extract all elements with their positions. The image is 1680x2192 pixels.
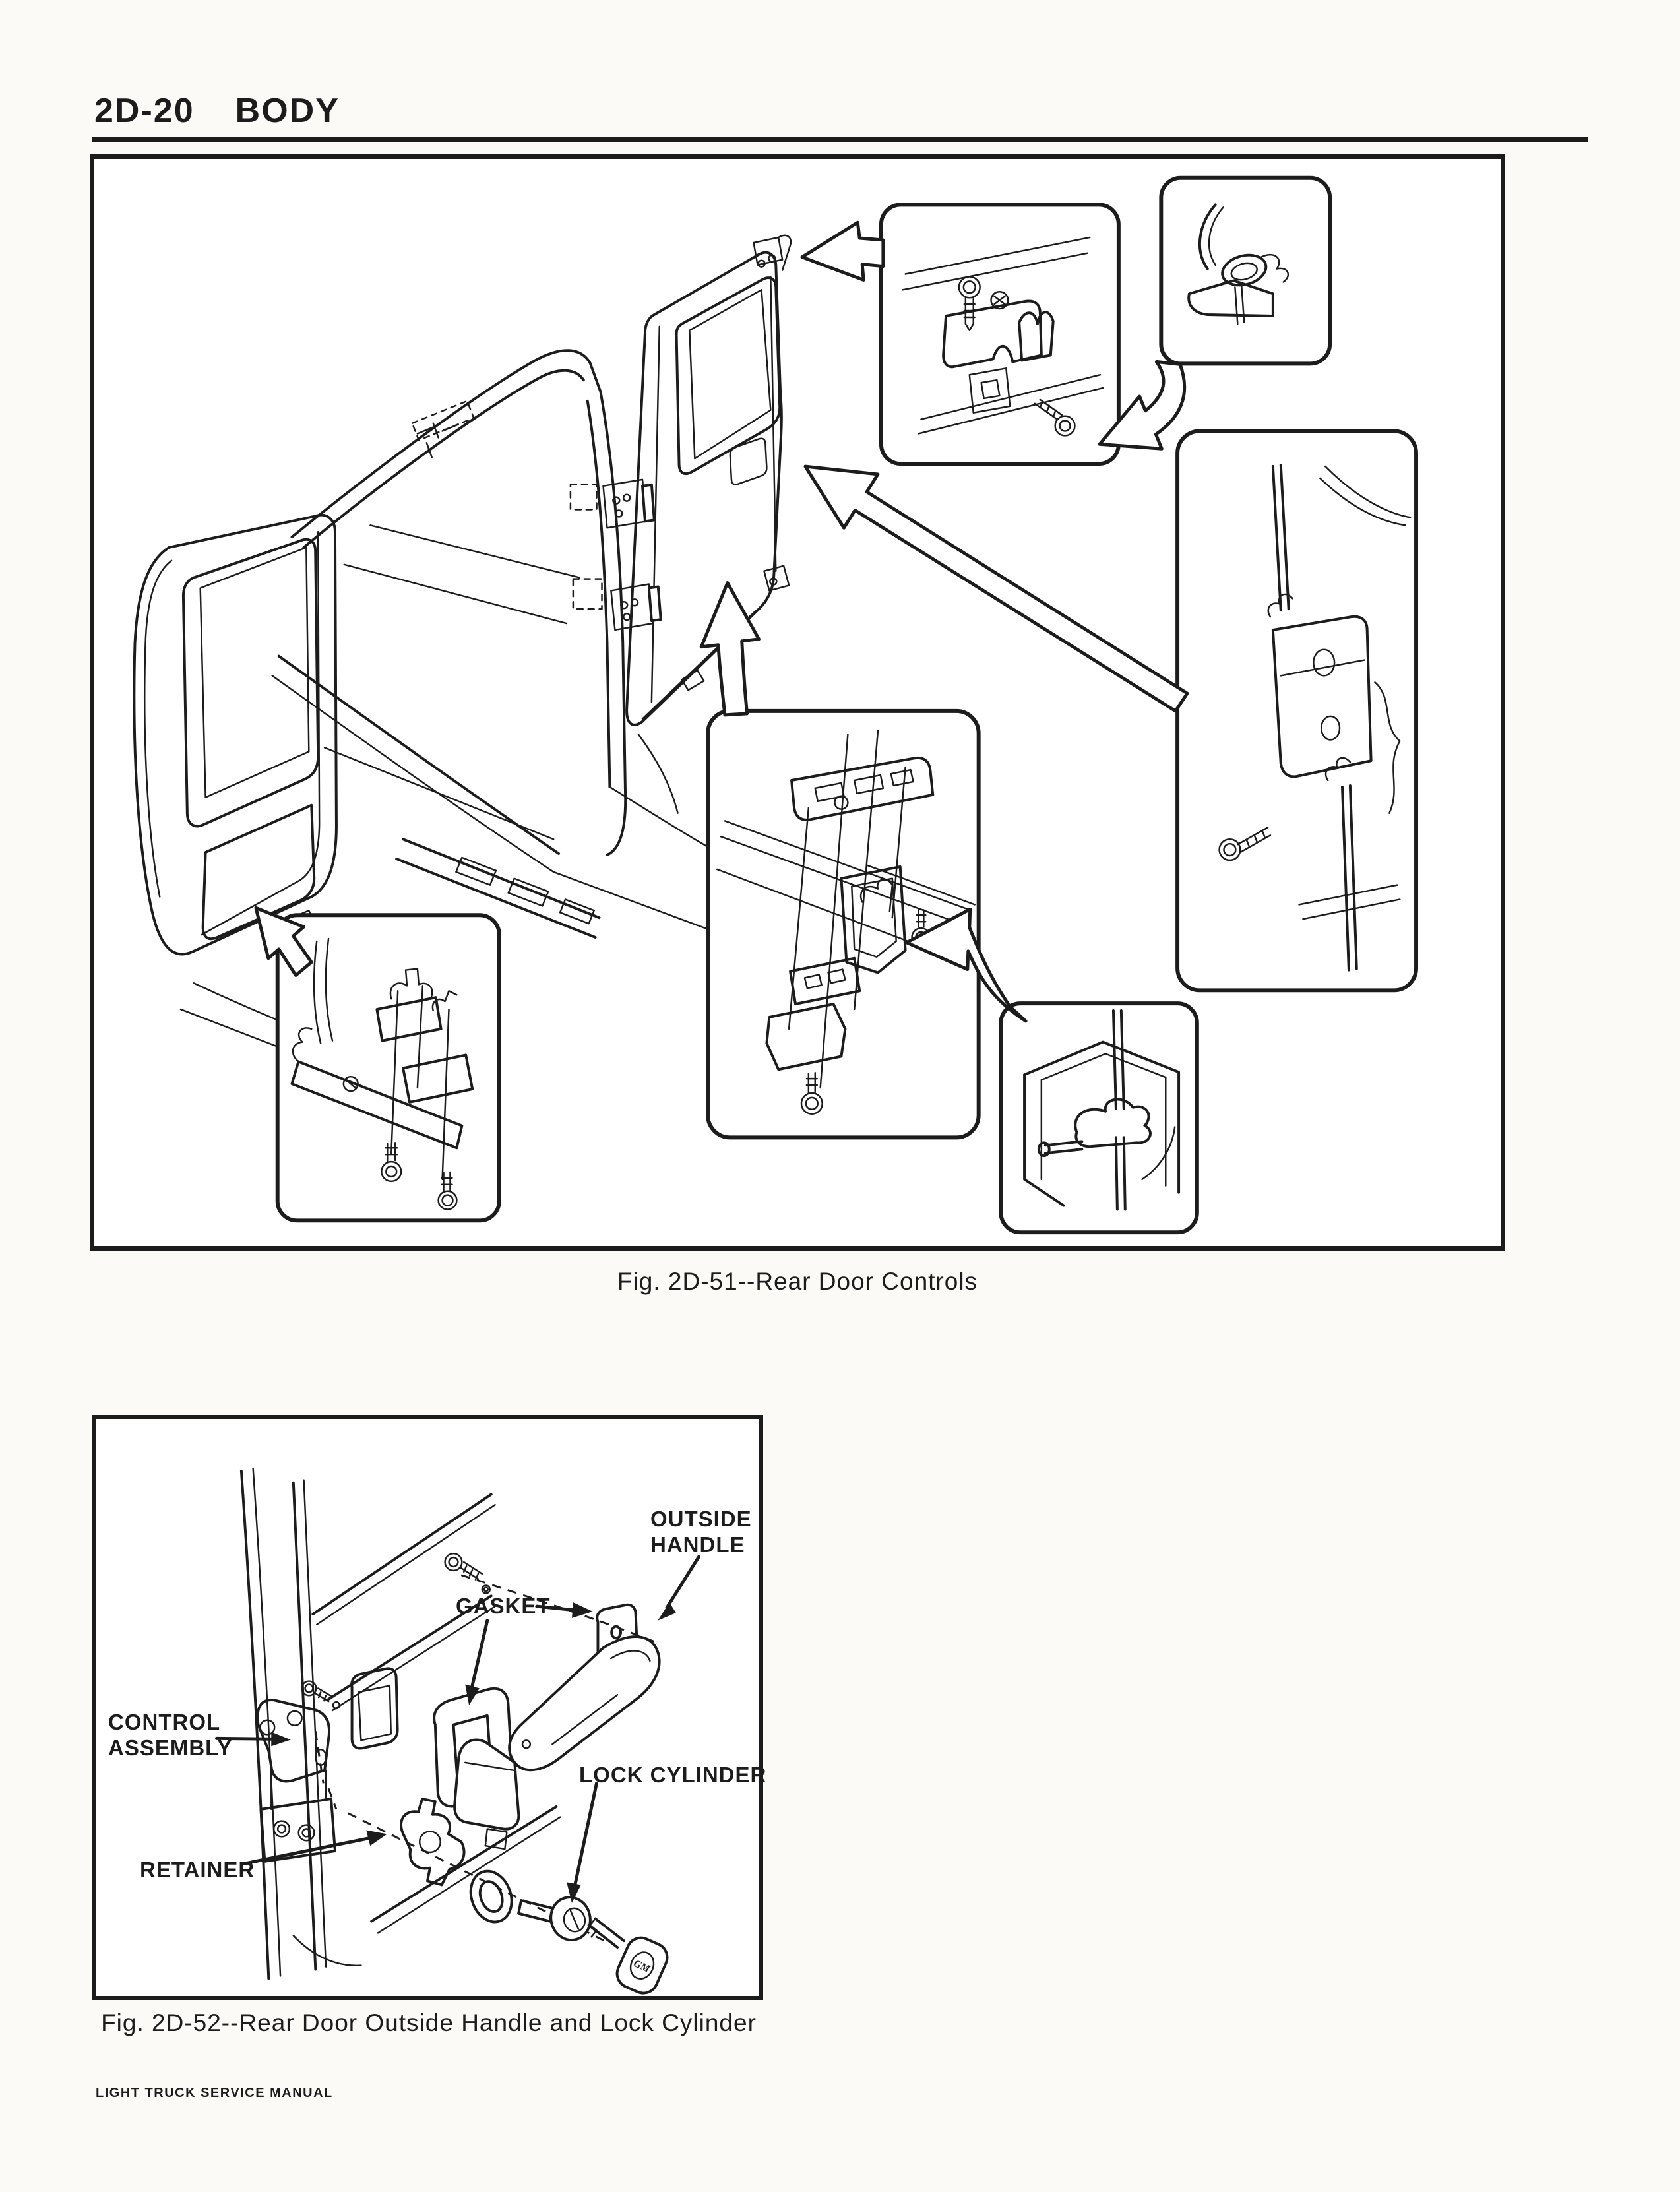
label-outside-handle: OUTSIDE HANDLE — [650, 1507, 752, 1557]
lock-cylinder-drawing — [518, 1893, 671, 1996]
figure-outside-handle-lock-cylinder — [92, 1415, 767, 2000]
outside-handle-drawing — [454, 1637, 660, 1849]
control-assembly-drawing — [258, 1681, 340, 1862]
callout-upper-latch-detail — [881, 204, 1119, 464]
arrow-latch-to-door-bottom — [701, 583, 759, 715]
gasket-pad-hole — [611, 1627, 621, 1639]
key-drawing — [613, 1933, 672, 1996]
page-header — [94, 91, 340, 131]
label-lock-cylinder: LOCK CYLINDER — [579, 1763, 767, 1787]
section-number: 2D-20 — [94, 92, 195, 130]
arrow-to-door-top-corner — [802, 222, 883, 280]
figure-caption-2d51: Fig. 2D-51--Rear Door Controls — [617, 1268, 978, 1295]
roof-hinge-detail — [412, 401, 474, 457]
right-rear-door — [571, 235, 791, 725]
figure-caption-2d52: Fig. 2D-52--Rear Door Outside Handle and Lock Cylinder — [101, 2009, 757, 2036]
callout-rod-clip-detail — [1161, 178, 1330, 364]
handle-screw — [445, 1553, 490, 1593]
label-retainer: RETAINER — [140, 1858, 255, 1882]
key-logo: GM — [631, 1958, 652, 1975]
rear-door-controls-illustration — [94, 159, 1501, 1246]
label-gasket: GASKET — [456, 1594, 551, 1618]
header-rule — [92, 137, 1588, 142]
left-rear-door — [134, 515, 336, 955]
label-control-assembly: CONTROL ASSEMBLY — [108, 1710, 233, 1760]
callout-lock-rod-detail — [1177, 431, 1416, 990]
figure-rear-door-controls — [90, 154, 1505, 1251]
arrow-rod-to-door-edge — [805, 466, 1187, 711]
callout-cable-channel-detail — [1001, 1003, 1197, 1232]
page-footer: LIGHT TRUCK SERVICE MANUAL — [96, 2086, 333, 2100]
section-title: BODY — [235, 92, 340, 130]
